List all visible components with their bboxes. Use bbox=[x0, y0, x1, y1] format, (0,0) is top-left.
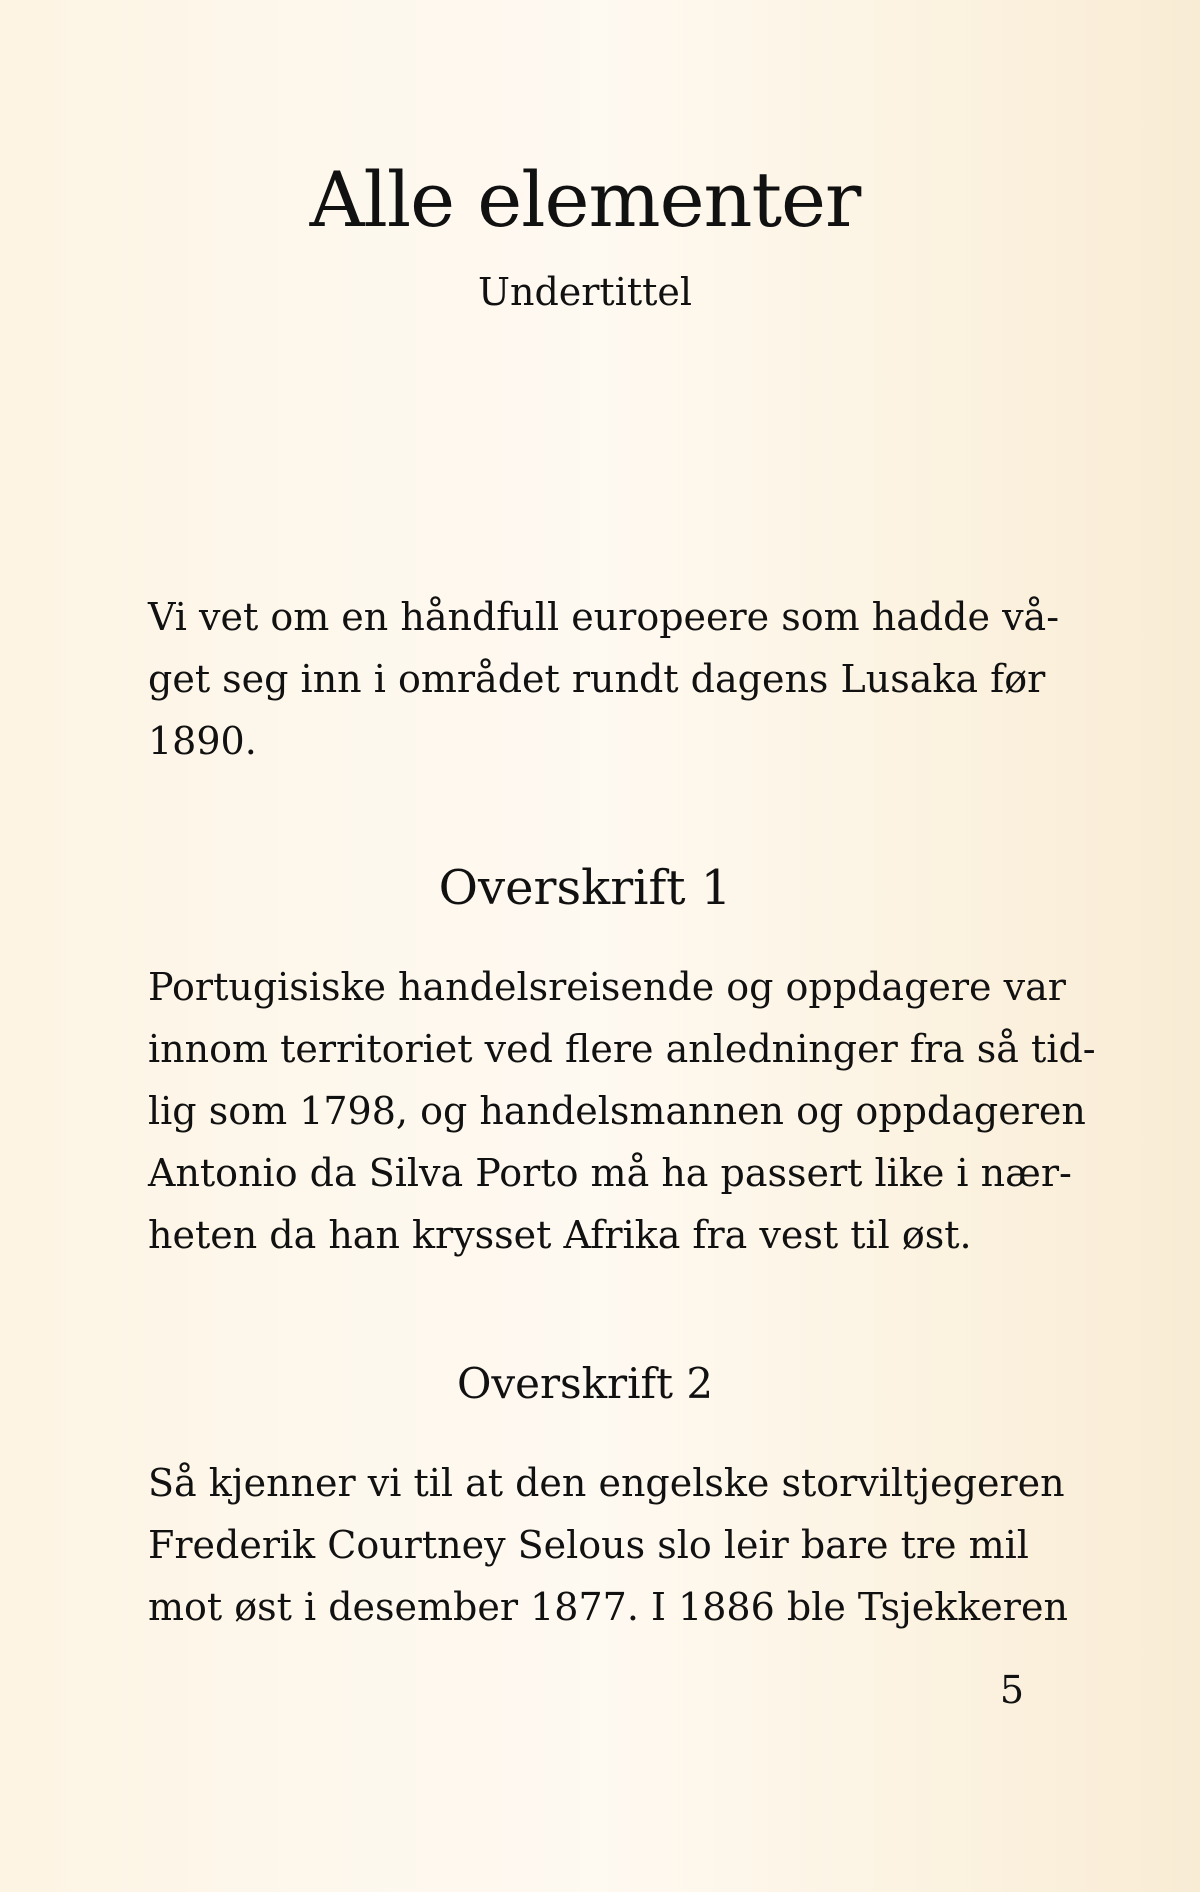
text-line: Frederik Courtney Selous slo leir bare tre mil bbox=[148, 1523, 1029, 1567]
page-number: 5 bbox=[999, 1668, 1024, 1712]
text-line: Så kjenner vi til at den engelske storviltjegeren bbox=[148, 1461, 1065, 1505]
page-title: Alle elementer bbox=[309, 155, 861, 244]
heading-1: Overskrift 1 bbox=[438, 860, 732, 916]
paragraph-portuguese bbox=[148, 956, 1096, 1266]
text-line: get seg inn i området rundt dagens Lusaka før bbox=[148, 657, 1046, 701]
paragraph-selous bbox=[148, 1452, 1068, 1638]
text-line: Vi vet om en håndfull europeere som hadde vå- bbox=[148, 595, 1060, 639]
heading-2: Overskrift 2 bbox=[456, 1359, 714, 1408]
text-line: innom territoriet ved flere anledninger fra så tid- bbox=[148, 1027, 1096, 1071]
page-subtitle: Undertittel bbox=[477, 270, 693, 314]
text-line: Antonio da Silva Porto må ha passert like i nær- bbox=[148, 1151, 1072, 1195]
text-line: Portugisiske handelsreisende og oppdagere var bbox=[148, 965, 1066, 1009]
text-line: 1890. bbox=[148, 719, 257, 763]
text-line: mot øst i desember 1877. I 1886 ble Tsjekkeren bbox=[148, 1585, 1068, 1629]
paragraph-intro bbox=[148, 586, 1060, 772]
text-line: heten da han krysset Afrika fra vest til øst. bbox=[148, 1213, 972, 1257]
text-line: lig som 1798, og handelsmannen og oppdageren bbox=[148, 1089, 1086, 1133]
